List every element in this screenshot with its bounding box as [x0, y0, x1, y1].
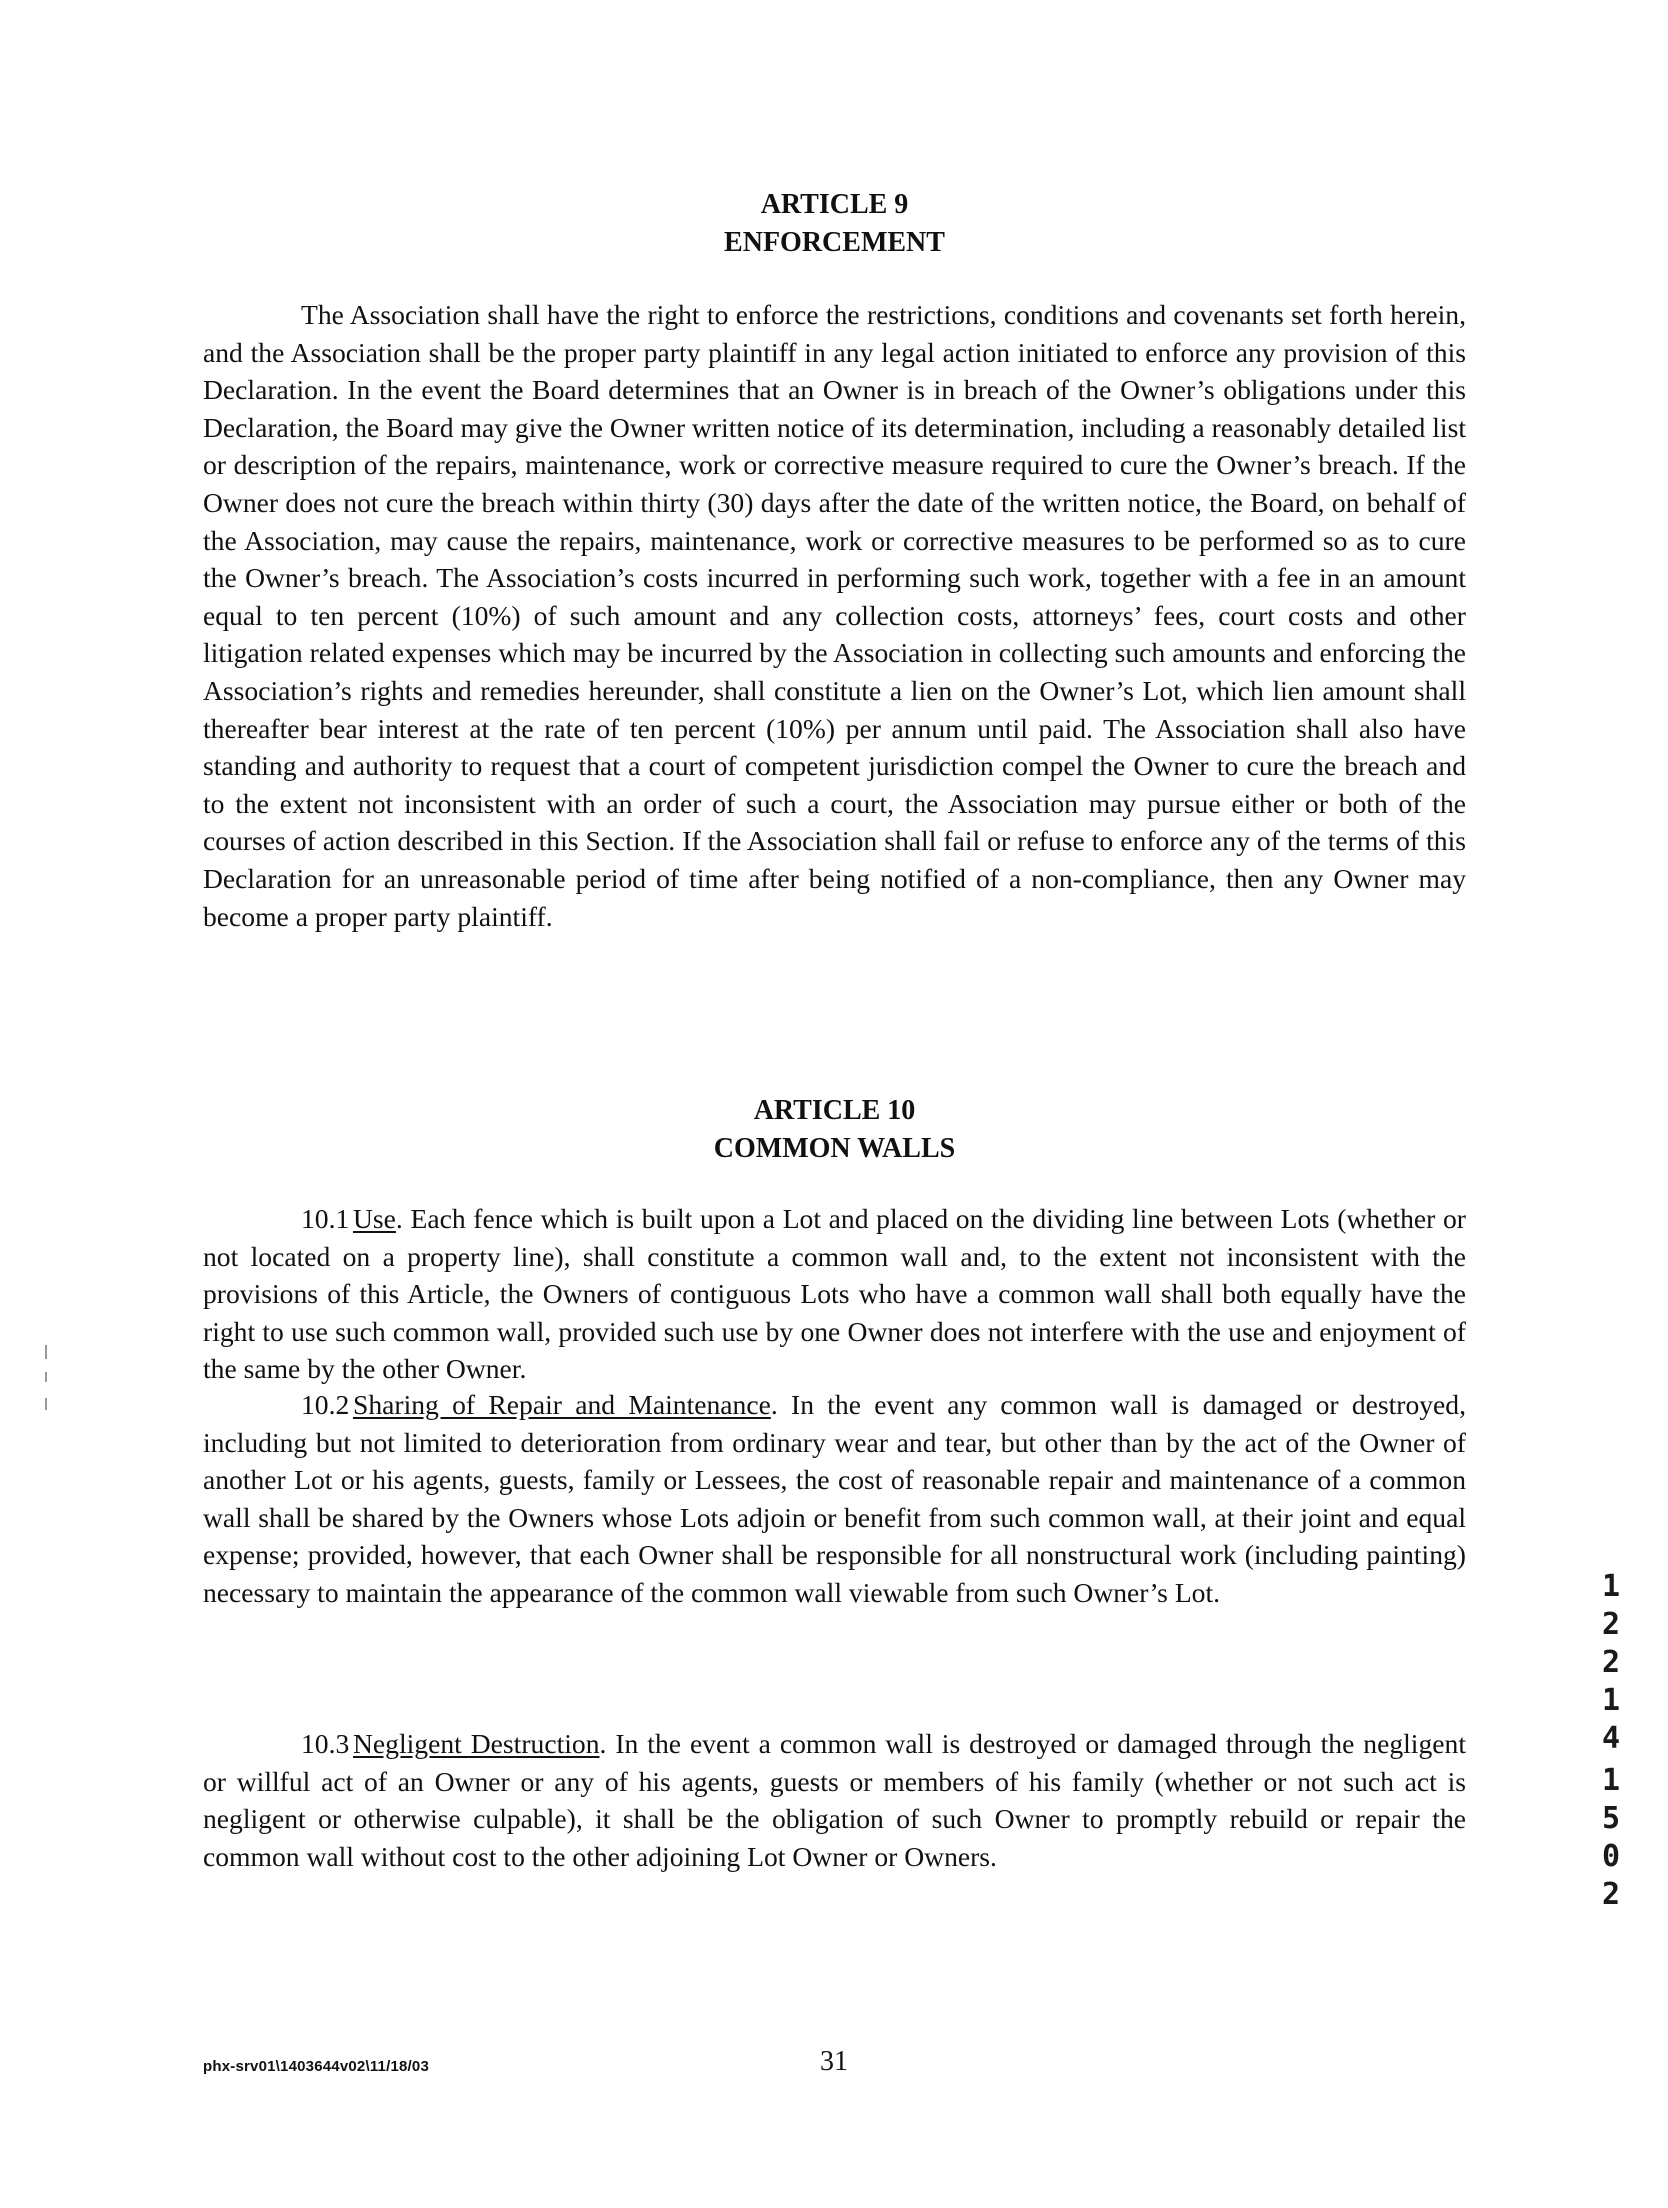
- scan-margin-mark: [45, 1345, 47, 1359]
- margin-stamp-digits-lower: [1593, 1762, 1629, 1914]
- article-9-title: ENFORCEMENT: [724, 227, 945, 258]
- scan-margin-mark: [45, 1372, 47, 1382]
- section-10-2: [203, 1386, 1466, 1612]
- section-number: 10.2: [301, 1389, 350, 1420]
- stamp-digit: 0: [1601, 1839, 1621, 1874]
- stamp-digit: 1: [1601, 1763, 1621, 1798]
- section-text: . In the event any common wall is damaged or destroyed, including but not limited to deterioration from ordinary wear and tear, but other than by the act of the Owner of another Lot or his agents, guests, family or Lessees, the cost of reasonable repair and maintenance of a common wall shall be shared by the Owners whose Lots adjoin or benefit from such common wall, at their joint and equal expense; provided, however, that each Owner shall be responsible for all nonstructural work (including painting) necessary to maintain the appearance of the common wall viewable from such Owner’s Lot.: [203, 1389, 1466, 1608]
- section-title: Use: [353, 1203, 396, 1234]
- article-9-heading: [203, 186, 1466, 262]
- stamp-digit: 2: [1601, 1877, 1621, 1912]
- stamp-digit: 1: [1601, 1683, 1621, 1718]
- section-number: 10.3: [301, 1728, 350, 1759]
- article-10-title: COMMON WALLS: [713, 1133, 956, 1164]
- document-id-footer: phx-srv01\1403644v02\11/18/03: [203, 2058, 429, 2075]
- scan-margin-mark: [45, 1398, 47, 1410]
- section-text: . In the event a common wall is destroyed or damaged through the negligent or willful act of an Owner or any of his agents, guests or members of his family (whether or not such act is negligent or otherwise culpable), it shall be the obligation of such Owner to promptly rebuild or repair the common wall without cost to the other adjoining Lot Owner or Owners.: [203, 1728, 1466, 1872]
- stamp-digit: 2: [1601, 1607, 1621, 1642]
- article-10-heading: [203, 1092, 1466, 1168]
- article-10-number: ARTICLE 10: [753, 1095, 916, 1126]
- section-text: . Each fence which is built upon a Lot and placed on the dividing line between Lots (whether or not located on a property line), shall constitute a common wall and, to the extent not inconsistent with the provisions of this Article, the Owners of contiguous Lots who have a common wall shall both equally have the right to use such common wall, provided such use by one Owner does not interfere with the use and enjoyment of the same by the other Owner.: [203, 1203, 1466, 1385]
- article-9-number: ARTICLE 9: [760, 189, 909, 220]
- section-title: Sharing of Repair and Maintenance: [353, 1389, 771, 1420]
- stamp-digit: 1: [1601, 1569, 1621, 1604]
- stamp-digit: 4: [1601, 1721, 1621, 1756]
- stamp-digit: 2: [1601, 1645, 1621, 1680]
- stamp-digit: 5: [1601, 1801, 1621, 1836]
- article-9-text: The Association shall have the right to enforce the restrictions, conditions and covenants set forth herein, and the Association shall be the proper party plaintiff in any legal action initiated to enforce any provision of this Declaration. In the event the Board determines that an Owner is in breach of the Owner’s obligations under this Declaration, the Board may give the Owner written notice of its determination, including a reasonably detailed list or description of the repairs, maintenance, work or corrective measure required to cure the Owner’s breach. If the Owner does not cure the breach within thirty (30) days after the date of the written notice, the Board, on behalf of the Association, may cause the repairs, maintenance, work or corrective measures to be performed so as to cure the Owner’s breach. The Association’s costs incurred in performing such work, together with a fee in an amount equal to ten percent (10%) of such amount and any collection costs, attorneys’ fees, court costs and other litigation related expenses which may be incurred by the Association in collecting such amounts and enforcing the Association’s rights and remedies hereunder, shall constitute a lien on the Owner’s Lot, which lien amount shall thereafter bear interest at the rate of ten percent (10%) per annum until paid. The Association shall also have standing and authority to request that a court of competent jurisdiction compel the Owner to cure the breach and to the extent not inconsistent with an order of such a court, the Association may pursue either or both of the courses of action described in this Section. If the Association shall fail or refuse to enforce any of the terms of this Declaration for an unreasonable period of time after being notified of a non-compliance, then any Owner may become a proper party plaintiff.: [203, 299, 1466, 932]
- page-number: 31: [820, 2046, 848, 2077]
- margin-stamp-digits-upper: [1593, 1568, 1629, 1758]
- section-10-3: [203, 1725, 1466, 1875]
- section-number: 10.1: [301, 1203, 350, 1234]
- section-title: Negligent Destruction: [353, 1728, 600, 1759]
- section-10-1: [203, 1200, 1466, 1388]
- article-9-body: [203, 296, 1466, 935]
